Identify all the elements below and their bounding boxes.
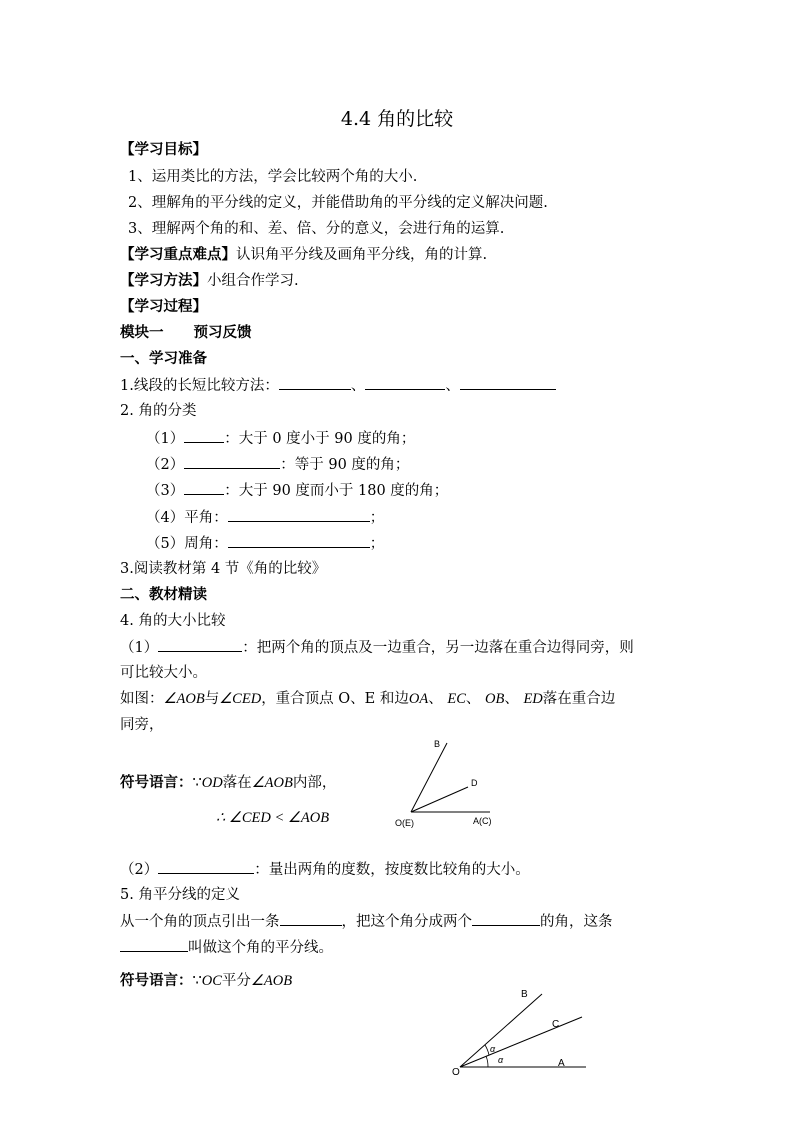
answer-blank[interactable] <box>365 375 445 390</box>
item-end: ； <box>369 510 385 526</box>
math: ∠AOB <box>251 775 293 791</box>
label-b: B <box>521 989 528 1000</box>
text: ，重合顶点 O、E 和边 <box>261 691 409 707</box>
text: 与 <box>204 691 220 707</box>
answer-blank[interactable] <box>158 637 242 652</box>
math: ∠CED <box>219 691 262 707</box>
question-1 <box>120 375 556 396</box>
answer-blank[interactable] <box>184 480 224 495</box>
key-points-heading: 【学习重点难点】 <box>120 246 236 263</box>
item-end: ； <box>369 536 385 552</box>
item-number: （3） <box>146 483 185 499</box>
item-number: （1） <box>146 431 185 447</box>
question-4: 4. 角的大小比较 <box>120 613 226 629</box>
angle-arc-1 <box>485 1045 489 1055</box>
page-title: 4.4 角的比较 <box>340 108 454 130</box>
text: 内部， <box>292 775 337 791</box>
figure-angle-comparison <box>385 735 505 830</box>
math: OB <box>484 691 505 707</box>
item-text: ：等于 90 度的角； <box>280 457 410 473</box>
figure-description-cont: 同旁， <box>120 717 164 733</box>
answer-blank[interactable] <box>228 507 370 522</box>
label-c: C <box>552 1019 560 1030</box>
separator: 、 <box>445 378 460 394</box>
label: 符号语言： <box>120 774 193 791</box>
method-line <box>120 271 299 291</box>
module1-name: 模块一 <box>120 324 164 341</box>
alpha-label-1: α <box>490 1044 496 1054</box>
angle-class-1 <box>146 428 415 449</box>
item-label: （5）周角： <box>146 536 228 552</box>
angle-class-5 <box>146 533 384 554</box>
math: ∠AOB <box>250 973 293 989</box>
question-2: 2. 角的分类 <box>120 403 197 419</box>
objective-1: 1、运用类比的方法，学会比较两个角的大小. <box>128 169 418 185</box>
method-heading: 【学习方法】 <box>120 272 207 289</box>
figure-description <box>120 689 615 709</box>
because-symbol: ∵ <box>192 775 202 791</box>
text: 的角，这条 <box>540 914 613 930</box>
item-text: ：大于 0 度小于 90 度的角； <box>224 431 416 447</box>
math: OA <box>408 691 429 707</box>
separator: 、 <box>350 378 366 394</box>
part2-heading: 二、教材精读 <box>120 586 207 603</box>
angle-class-3 <box>146 480 448 501</box>
answer-blank[interactable] <box>460 375 556 390</box>
objectives-heading: 【学习目标】 <box>120 141 207 158</box>
text: 如图： <box>120 691 164 707</box>
answer-blank[interactable] <box>184 428 224 443</box>
text: 、 <box>504 691 519 707</box>
part1-heading: 一、学习准备 <box>120 350 207 367</box>
question-1-text: 1.线段的长短比较方法： <box>120 378 279 394</box>
text: 落在重合边 <box>542 691 616 707</box>
text: 从一个角的顶点引出一条 <box>120 914 280 930</box>
method-text: 小组合作学习. <box>207 273 299 289</box>
text: ，把这个角分成两个 <box>341 914 472 930</box>
label-d: D <box>471 778 478 788</box>
item-text: ：大于 90 度而小于 180 度的角； <box>224 483 449 499</box>
answer-blank[interactable] <box>279 375 351 390</box>
math: OD <box>201 775 223 791</box>
module1-title: 预习反馈 <box>193 324 252 341</box>
item-label: （4）平角： <box>146 510 228 526</box>
label-a: A <box>558 1058 565 1069</box>
label: 符号语言： <box>120 972 193 989</box>
question-3: 3.阅读教材第 4 节《角的比较》 <box>120 561 327 577</box>
math: OC <box>201 973 222 989</box>
answer-blank[interactable] <box>158 859 254 874</box>
because-symbol: ∵ <box>192 973 202 989</box>
symbol-language-2 <box>120 971 292 991</box>
angle-class-2 <box>146 454 409 475</box>
math: ∠AOB <box>163 691 205 707</box>
alpha-label-2: α <box>498 1055 504 1065</box>
symbol-language-1 <box>120 773 336 793</box>
answer-blank[interactable] <box>472 911 540 926</box>
item-number: （1） <box>120 640 159 656</box>
objective-3: 3、理解两个角的和、差、倍、分的意义，会进行角的运算. <box>128 221 505 237</box>
text: 落在 <box>222 775 252 791</box>
angle-arc-2 <box>486 1056 488 1067</box>
text: 叫做这个角的平分线。 <box>188 940 333 956</box>
text: 、 <box>465 691 481 707</box>
label-b: B <box>434 739 441 749</box>
conclusion-1: ∴ ∠CED < ∠AOB <box>216 810 330 826</box>
text: 、 <box>428 691 443 707</box>
objective-2: 2、理解角的平分线的定义，并能借助角的平分线的定义解决问题. <box>128 195 548 211</box>
item-number: （2） <box>120 862 159 878</box>
module1-heading <box>120 323 252 343</box>
question-5: 5. 角平分线的定义 <box>120 887 240 903</box>
figure-angle-bisector <box>440 980 600 1080</box>
process-heading: 【学习过程】 <box>120 298 207 315</box>
answer-blank[interactable] <box>280 911 342 926</box>
bisector-definition-cont <box>120 937 333 958</box>
bisector-definition <box>120 911 613 932</box>
key-points-line <box>120 245 487 265</box>
ray-ob <box>411 743 447 812</box>
label-o: O(E) <box>395 818 414 828</box>
item-text: ：把两个角的顶点及一边重合，另一边落在重合边得同旁，则 <box>242 640 634 656</box>
label-a: A(C) <box>473 816 492 826</box>
answer-blank[interactable] <box>120 937 188 952</box>
question-4-1-cont: 可比较大小。 <box>120 665 207 681</box>
question-4-2 <box>120 859 530 880</box>
label-o: O <box>452 1067 460 1078</box>
key-points-text: 认识角平分线及画角平分线，角的计算. <box>236 247 488 263</box>
math: EC <box>447 691 466 707</box>
question-4-1 <box>120 637 634 658</box>
angle-class-4 <box>146 507 384 528</box>
math: ED <box>523 691 543 707</box>
item-number: （2） <box>146 457 185 473</box>
answer-blank[interactable] <box>184 454 280 469</box>
item-text: ：量出两角的度数，按度数比较角的大小。 <box>254 862 530 878</box>
ray-od <box>411 787 468 812</box>
answer-blank[interactable] <box>228 533 370 548</box>
text: 平分 <box>221 973 251 989</box>
